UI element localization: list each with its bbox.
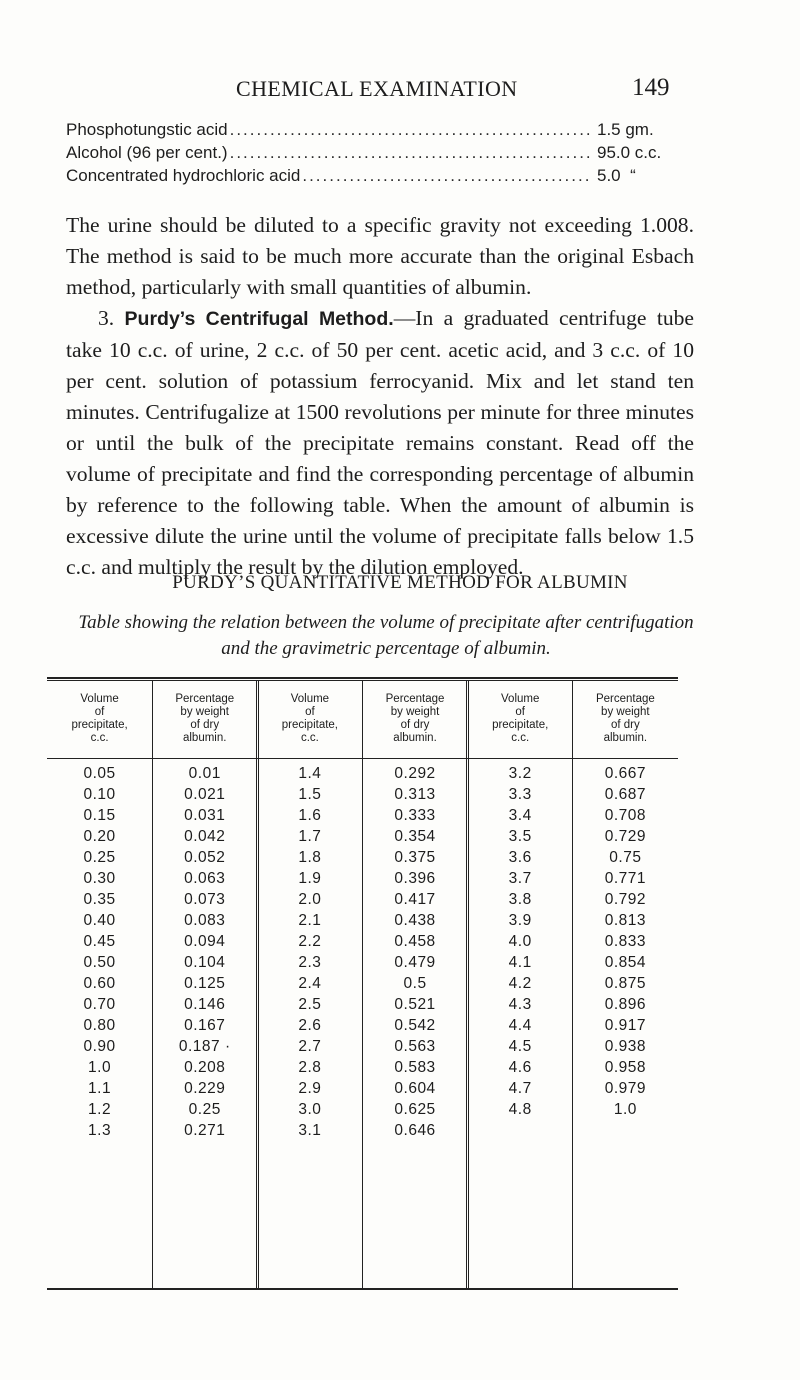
reagent-row (66, 166, 694, 189)
table-cell: 3.6 (508, 849, 532, 866)
table-cell: 0.375 (394, 849, 436, 866)
table-title: PURDY’S QUANTITATIVE METHOD FOR ALBUMIN (172, 572, 628, 593)
column-header (152, 680, 257, 758)
table-cell: 0.792 (604, 891, 646, 908)
table-cell: 0.5 (403, 975, 427, 992)
table-cell: 1.6 (298, 807, 322, 824)
table-columns (47, 680, 678, 1141)
table-cell: 3.0 (298, 1101, 322, 1118)
table-column (152, 680, 257, 1141)
table-cell: 0.479 (394, 954, 436, 971)
table-cell: 0.229 (184, 1080, 226, 1097)
table-cell: 0.292 (394, 765, 436, 782)
column-header-label: Percentage by weight of dry albumin. (385, 693, 445, 744)
table-cell: 0.958 (604, 1059, 646, 1076)
table-cell: 2.5 (298, 996, 322, 1013)
table-cell: 0.542 (394, 1017, 436, 1034)
reagent-name: Alcohol (96 per cent.) (66, 143, 228, 162)
column-header-label: Volume of precipitate, c.c. (71, 693, 128, 744)
column-cells (152, 758, 257, 1141)
table-cell: 0.813 (604, 912, 646, 929)
reagent-name: Concentrated hydrochloric acid (66, 166, 301, 185)
table-cell: 0.10 (83, 786, 116, 803)
table-column (362, 680, 467, 1141)
table-cell: 0.417 (394, 891, 436, 908)
reagent-row (66, 120, 694, 143)
column-cells (362, 758, 467, 1141)
table-caption: Table showing the relation between the volume of precipitate after centrifugation and the gravimetric percentage of albumin. (78, 612, 694, 659)
table-cell: 0.083 (184, 912, 226, 929)
page-number: 149 (632, 74, 670, 101)
table-cell: 0.604 (394, 1080, 436, 1097)
reagent-row (66, 143, 694, 166)
table-cell: 1.3 (88, 1122, 112, 1139)
table-cell: 4.2 (508, 975, 532, 992)
leader-dots (230, 143, 593, 163)
table-cell: 0.70 (83, 996, 116, 1013)
table-cell: 0.094 (184, 933, 226, 950)
table-cell: 0.021 (184, 786, 226, 803)
body-text (66, 210, 694, 583)
table-cell: 0.833 (604, 933, 646, 950)
table-cell: 1.9 (298, 870, 322, 887)
table-cell: 0.313 (394, 786, 436, 803)
column-header-label: Percentage by weight of dry albumin. (175, 693, 235, 744)
table-column (468, 680, 573, 1141)
table-cell: 4.4 (508, 1017, 532, 1034)
table-cell: 1.0 (613, 1101, 637, 1118)
table-cell: 0.771 (604, 870, 646, 887)
table-cell: 0.45 (83, 933, 116, 950)
reagent-amount: 95.0 c.c. (597, 143, 662, 162)
column-header (362, 680, 467, 758)
table-cell: 0.896 (604, 996, 646, 1013)
table-cell: 1.8 (298, 849, 322, 866)
table-cell: 1.1 (88, 1080, 112, 1097)
table-cell: 0.25 (83, 849, 116, 866)
table-cell: 0.521 (394, 996, 436, 1013)
table-cell: 3.1 (298, 1122, 322, 1139)
column-cells (573, 758, 678, 1120)
section-number: 3. (98, 306, 115, 330)
table-cell: 2.3 (298, 954, 322, 971)
table-top-rule (47, 677, 678, 679)
table-cell: 4.5 (508, 1038, 532, 1055)
table-cell: 0.208 (184, 1059, 226, 1076)
table-cell: 0.271 (184, 1122, 226, 1139)
table-cell: 0.167 (184, 1017, 226, 1034)
column-header-label: Volume of precipitate, c.c. (492, 693, 549, 744)
running-head-title: CHEMICAL EXAMINATION (236, 76, 518, 101)
table-cell: 0.073 (184, 891, 226, 908)
table-cell: 2.7 (298, 1038, 322, 1055)
table-cell: 0.917 (604, 1017, 646, 1034)
column-cells (468, 758, 573, 1120)
column-cells (257, 758, 362, 1141)
table-cell: 0.30 (83, 870, 116, 887)
table-cell: 0.146 (184, 996, 226, 1013)
table-cell: 0.875 (604, 975, 646, 992)
table-cell: 0.458 (394, 933, 436, 950)
table-cell: 0.708 (604, 807, 646, 824)
running-head (0, 72, 800, 108)
table-cell: 0.01 (188, 765, 221, 782)
table-cell: 0.646 (394, 1122, 436, 1139)
table-cell: 1.2 (88, 1101, 112, 1118)
table-cell: 0.40 (83, 912, 116, 929)
table-cell: 0.50 (83, 954, 116, 971)
table-cell: 3.2 (508, 765, 532, 782)
column-header (573, 680, 678, 758)
column-header (468, 680, 573, 758)
table-cell: 0.90 (83, 1038, 116, 1055)
table-cell: 0.75 (609, 849, 642, 866)
column-header (47, 680, 152, 758)
table-cell: 0.354 (394, 828, 436, 845)
table-cell: 0.35 (83, 891, 116, 908)
table-cell: 3.9 (508, 912, 532, 929)
section-text: —In a graduated centrifuge tube take 10 c.c. of urine, 2 c.c. of 50 per cent. acetic acid, and 3 c.c. of 10 per cent. solution of potassium ferrocyanid. Mix and let stand ten minutes. Centrifugalize at 1500 revolutions per minute for three minutes or until the bulk of the precipitate remains constant. Read off the volume of precipitate and find the corresponding percentage of albumin by reference to the following table. When the amount of albumin is excessive dilute the urine until the volume of precipitate falls below 1.5 c.c. and multiply the result by the dilution employed. (66, 306, 694, 579)
table-cell: 0.687 (604, 786, 646, 803)
column-header-label: Volume of precipitate, c.c. (281, 693, 339, 744)
table-cell: 3.8 (508, 891, 532, 908)
table-column (573, 680, 678, 1141)
table-cell: 0.05 (83, 765, 116, 782)
table-cell: 1.5 (298, 786, 322, 803)
reagent-name: Phosphotungstic acid (66, 120, 228, 139)
leader-dots (230, 120, 593, 140)
paragraph-dilution: The urine should be diluted to a specific gravity not exceeding 1.008. The method is said to be much more accurate than the original Esbach method, particularly with small quantities of albumin. (66, 213, 694, 299)
table-cell: 0.063 (184, 870, 226, 887)
reagent-list (66, 120, 694, 189)
paragraph-purdy-method (66, 303, 694, 583)
table-cell: 4.8 (508, 1101, 532, 1118)
column-header-label: Percentage by weight of dry albumin. (595, 693, 655, 744)
table-cell: 4.6 (508, 1059, 532, 1076)
reagent-amount: 5.0 “ (597, 166, 636, 185)
table-cell: 0.854 (604, 954, 646, 971)
table-column (47, 680, 152, 1141)
table-cell: 0.60 (83, 975, 116, 992)
table-cell: 3.3 (508, 786, 532, 803)
table-cell: 4.1 (508, 954, 532, 971)
column-cells (47, 758, 152, 1141)
table-cell: 2.4 (298, 975, 322, 992)
table-cell: 4.0 (508, 933, 532, 950)
table-cell: 1.0 (88, 1059, 112, 1076)
table-cell: 3.5 (508, 828, 532, 845)
table-cell: 0.20 (83, 828, 116, 845)
table-cell: 0.042 (184, 828, 226, 845)
table-cell: 3.4 (508, 807, 532, 824)
table-cell: 0.031 (184, 807, 226, 824)
albumin-table (47, 670, 678, 1320)
table-cell: 0.563 (394, 1038, 436, 1055)
table-cell: 0.333 (394, 807, 436, 824)
table-cell: 0.25 (188, 1101, 221, 1118)
table-cell: 0.125 (184, 975, 226, 992)
table-cell: 1.7 (298, 828, 322, 845)
table-cell: 2.8 (298, 1059, 322, 1076)
column-header (257, 680, 362, 758)
leader-dots (302, 166, 593, 186)
table-bottom-rule (47, 1288, 678, 1290)
table-cell: 0.80 (83, 1017, 116, 1034)
table-cell: 0.583 (394, 1059, 436, 1076)
table-cell: 0.15 (83, 807, 116, 824)
table-cell: 0.979 (604, 1080, 646, 1097)
reagent-amount: 1.5 gm. (597, 120, 654, 139)
table-cell: 1.4 (298, 765, 322, 782)
table-cell: 0.104 (184, 954, 226, 971)
table-cell: 0.438 (394, 912, 436, 929)
table-cell: 0.052 (184, 849, 226, 866)
table-cell: 3.7 (508, 870, 532, 887)
section-heading: Purdy’s Centrifugal Method. (124, 308, 394, 330)
table-cell: 0.625 (394, 1101, 436, 1118)
table-cell: 2.2 (298, 933, 322, 950)
table-cell: 2.1 (298, 912, 322, 929)
table-cell: 0.938 (604, 1038, 646, 1055)
table-column (257, 680, 362, 1141)
table-cell: 0.729 (604, 828, 646, 845)
table-cell: 4.7 (508, 1080, 532, 1097)
table-cell: 0.396 (394, 870, 436, 887)
table-cell: 0.667 (604, 765, 646, 782)
table-cell: 2.0 (298, 891, 322, 908)
table-cell: 4.3 (508, 996, 532, 1013)
table-cell: 2.6 (298, 1017, 322, 1034)
table-cell: 2.9 (298, 1080, 322, 1097)
table-cell: 0.187 · (178, 1038, 231, 1055)
